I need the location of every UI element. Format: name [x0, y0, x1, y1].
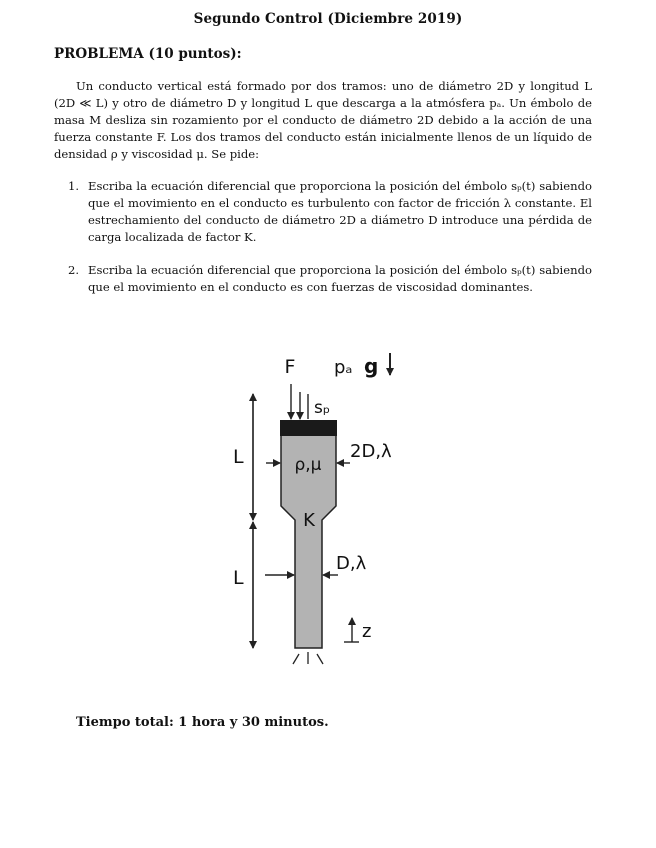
question-item-1 — [68, 178, 592, 246]
outflow-mark — [317, 654, 323, 664]
upper-diameter-label: 2D,λ — [350, 441, 392, 462]
pressure-label: pₐ — [334, 357, 353, 378]
contraction-label: K — [303, 510, 315, 531]
page-title: Segundo Control (Diciembre 2019) — [193, 11, 463, 27]
gravity-label: g — [364, 354, 379, 378]
question-number: 2. — [68, 263, 80, 277]
fluid-label: ρ,μ — [294, 455, 322, 475]
piston — [280, 420, 337, 436]
lower-length-label: L — [233, 567, 244, 589]
z-axis-label: z — [362, 621, 372, 642]
question-text: Escriba la ecuación diferencial que proporciona la posición del émbolo sₚ(t) sabiendo que el movimiento en el conducto es con fuerzas de viscosidad dominantes. — [88, 263, 592, 294]
total-time: Tiempo total: 1 hora y 30 minutos. — [76, 715, 329, 730]
question-item-2 — [68, 262, 592, 296]
lower-diameter-label: D,λ — [336, 553, 367, 574]
upper-length-label: L — [233, 446, 244, 468]
problem-heading: PROBLEMA (10 puntos): — [54, 46, 242, 62]
outflow-mark — [293, 654, 299, 664]
piston-position-label: sₚ — [314, 398, 331, 418]
conduit-diagram — [0, 330, 656, 690]
question-text: Escriba la ecuación diferencial que proporciona la posición del émbolo sₚ(t) sabiendo que el movimiento en el conducto es turbulento con factor de fricción λ constante. El estrechamiento del conducto de diámetro 2D a diámetro D introduce una pérdida de carga localizada de factor K. — [88, 179, 592, 244]
problem-statement: Un conducto vertical está formado por dos tramos: uno de diámetro 2D y longitud L (2D ≪ L) y otro de diámetro D y longitud L que descarga a la atmósfera pₐ. Un émbolo de masa M desliza sin rozamiento por el conducto de diámetro 2D debido a la acción de una fuerza constante F. Los dos tramos del conducto están inicialmente llenos de un líquido de densidad ρ y viscosidad μ. Se pide: — [54, 79, 592, 161]
force-label: F — [284, 356, 296, 378]
question-number: 1. — [68, 179, 80, 193]
